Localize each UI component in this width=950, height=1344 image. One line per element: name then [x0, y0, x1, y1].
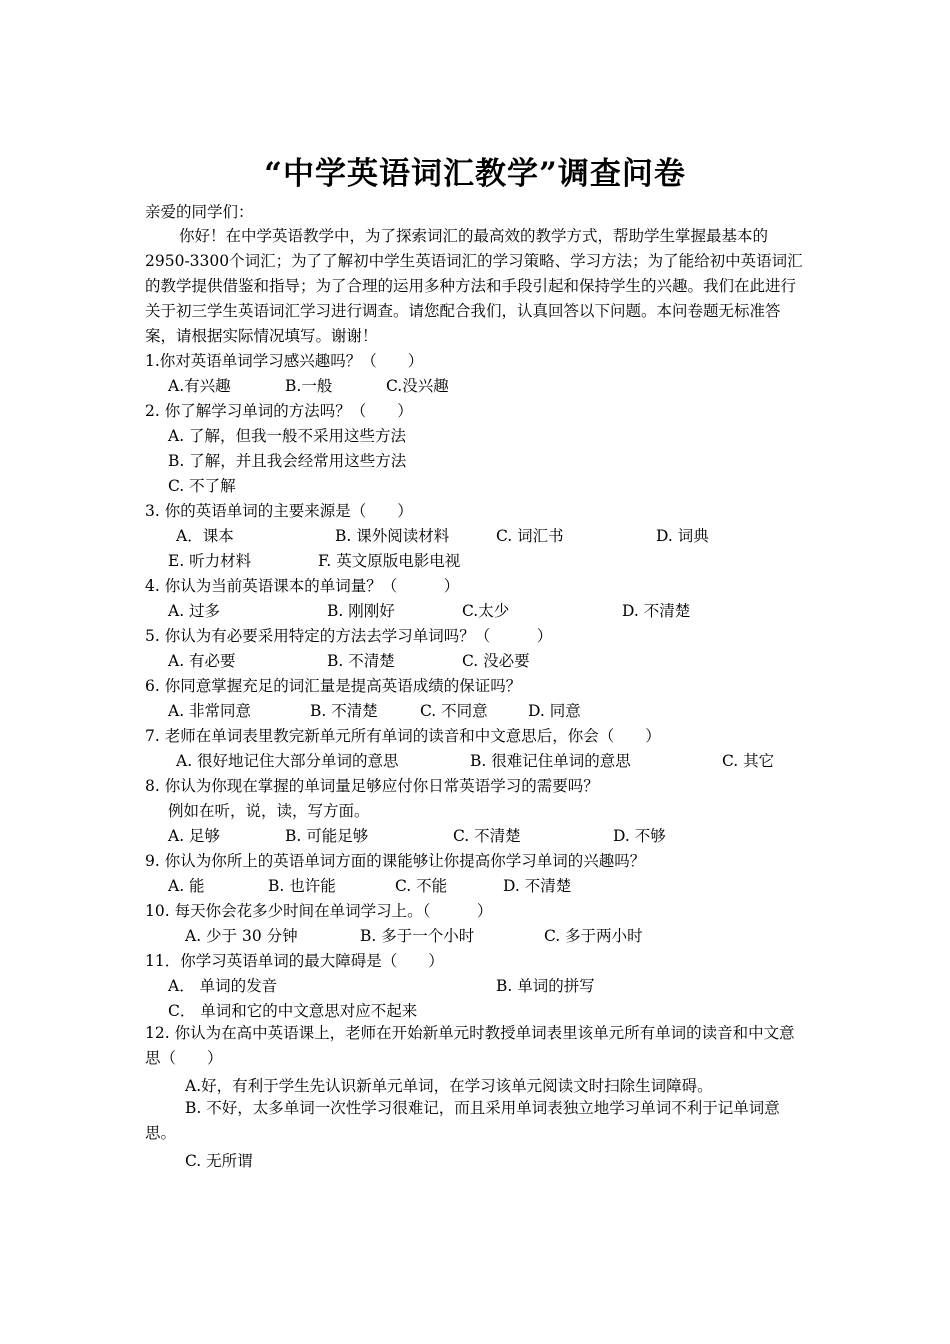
- q12-option-a: A.好，有利于学生先认识新单元单词，在学习该单元阅读文时扫除生词障碍。: [185, 1077, 713, 1095]
- page-title: “中学英语词汇教学”调查问卷: [264, 156, 686, 192]
- q2-option-a: A. 了解，但我一般不采用这些方法: [168, 427, 407, 445]
- q9-option-c: C. 不能: [395, 877, 448, 895]
- q9-option-a: A. 能: [168, 877, 205, 895]
- q5-option-b: B. 不清楚: [327, 652, 395, 670]
- q4-option-c: C.太少: [462, 602, 510, 620]
- q5-option-c: C. 没必要: [462, 652, 530, 670]
- q12-option-b: B. 不好，太多单词一次性学习很难记，而且采用单词表独立地学习单词不利于记单词意思。: [145, 1099, 780, 1142]
- q12-option-b-block: [145, 1096, 809, 1146]
- question-8-continued: 例如在听，说，读，写方面。: [168, 802, 370, 820]
- q3-option-e: E. 听力材料: [168, 552, 252, 570]
- q8-option-c: C. 不清楚: [453, 827, 521, 845]
- q11-option-b: B. 单词的拼写: [496, 977, 595, 995]
- q10-option-c: C. 多于两小时: [544, 927, 643, 945]
- q8-option-a: A. 足够: [168, 827, 221, 845]
- question-2: 2. 你了解学习单词的方法吗？（ ）: [145, 402, 413, 420]
- q3-option-a: A．课本: [176, 527, 234, 545]
- q10-option-b: B. 多于一个小时: [360, 927, 475, 945]
- q5-option-a: A. 有必要: [168, 652, 236, 670]
- q1-option-b: B.一般: [285, 377, 333, 395]
- q12-option-c: C. 无所谓: [185, 1152, 253, 1170]
- q7-option-c: C. 其它: [722, 752, 775, 770]
- intro-text: 你好！在中学英语教学中，为了探索词汇的最高效的教学方式，帮助学生掌握最基本的2950-3300个词汇；为了了解初中学生英语词汇的学习策略、学习方法；为了能给初中英语词汇的教学提供借鉴和指导；为了合理的运用多种方法和手段引起和保持学生的兴趣。我们在此进行关于初三学生英语词汇学习进行调查。请您配合我们，认真回答以下问题。本问卷题无标准答案，请根据实际情况填写。谢谢！: [145, 227, 803, 345]
- question-5: 5. 你认为有必要采用特定的方法去学习单词吗？（ ）: [145, 627, 553, 645]
- q9-option-d: D. 不清楚: [503, 877, 572, 895]
- q7-option-b: B. 很难记住单词的意思: [470, 752, 631, 770]
- q6-option-b: B. 不清楚: [310, 702, 378, 720]
- question-9: 9. 你认为你所上的英语单词方面的课能够让你提高你学习单词的兴趣吗？: [145, 852, 646, 870]
- question-11: 11．你学习英语单词的最大障碍是（ ）: [145, 952, 444, 970]
- q3-option-f: F. 英文原版电影电视: [318, 552, 461, 570]
- q4-option-b: B. 刚刚好: [327, 602, 395, 620]
- intro-paragraph: [145, 224, 809, 349]
- q11-option-a: A． 单词的发音: [168, 977, 278, 995]
- q1-option-a: A.有兴趣: [168, 377, 231, 395]
- question-1: 1.你对英语单词学习感兴趣吗？（ ）: [145, 352, 424, 370]
- question-10: 10. 每天你会花多少时间在单词学习上。（ ）: [145, 902, 493, 920]
- q3-option-b: B. 课外阅读材料: [335, 527, 450, 545]
- q3-option-d: D. 词典: [656, 527, 709, 545]
- q8-option-b: B. 可能足够: [285, 827, 369, 845]
- question-6: 6. 你同意掌握充足的词汇量是提高英语成绩的保证吗？: [145, 677, 522, 695]
- question-8: 8. 你认为你现在掌握的单词量足够应付你日常英语学习的需要吗？: [145, 777, 599, 795]
- question-3: 3. 你的英语单词的主要来源是（ ）: [145, 502, 413, 520]
- q11-option-c: C． 单词和它的中文意思对应不起来: [168, 1002, 418, 1020]
- question-7: 7. 老师在单词表里教完新单元所有单词的读音和中文意思后，你会（ ）: [145, 727, 661, 745]
- q4-option-a: A. 过多: [168, 602, 221, 620]
- question-12: 12. 你认为在高中英语课上，老师在开始新单元时教授单词表里该单元所有单词的读音和中文意思（ ）: [145, 1024, 795, 1067]
- q2-option-c: C. 不了解: [168, 477, 236, 495]
- greeting: 亲爱的同学们：: [145, 203, 254, 221]
- q10-option-a: A. 少于 30 分钟: [185, 927, 298, 945]
- q7-option-a: A. 很好地记住大部分单词的意思: [176, 752, 399, 770]
- q4-option-d: D. 不清楚: [622, 602, 691, 620]
- q8-option-d: D. 不够: [613, 827, 666, 845]
- q9-option-b: B. 也许能: [268, 877, 336, 895]
- q1-option-c: C.没兴趣: [386, 377, 449, 395]
- q6-option-d: D. 同意: [528, 702, 581, 720]
- q2-option-b: B. 了解，并且我会经常用这些方法: [168, 452, 407, 470]
- q6-option-a: A. 非常同意: [168, 702, 252, 720]
- q6-option-c: C. 不同意: [420, 702, 488, 720]
- question-4: 4. 你认为当前英语课本的单词量？（ ）: [145, 577, 460, 595]
- q3-option-c: C. 词汇书: [496, 527, 564, 545]
